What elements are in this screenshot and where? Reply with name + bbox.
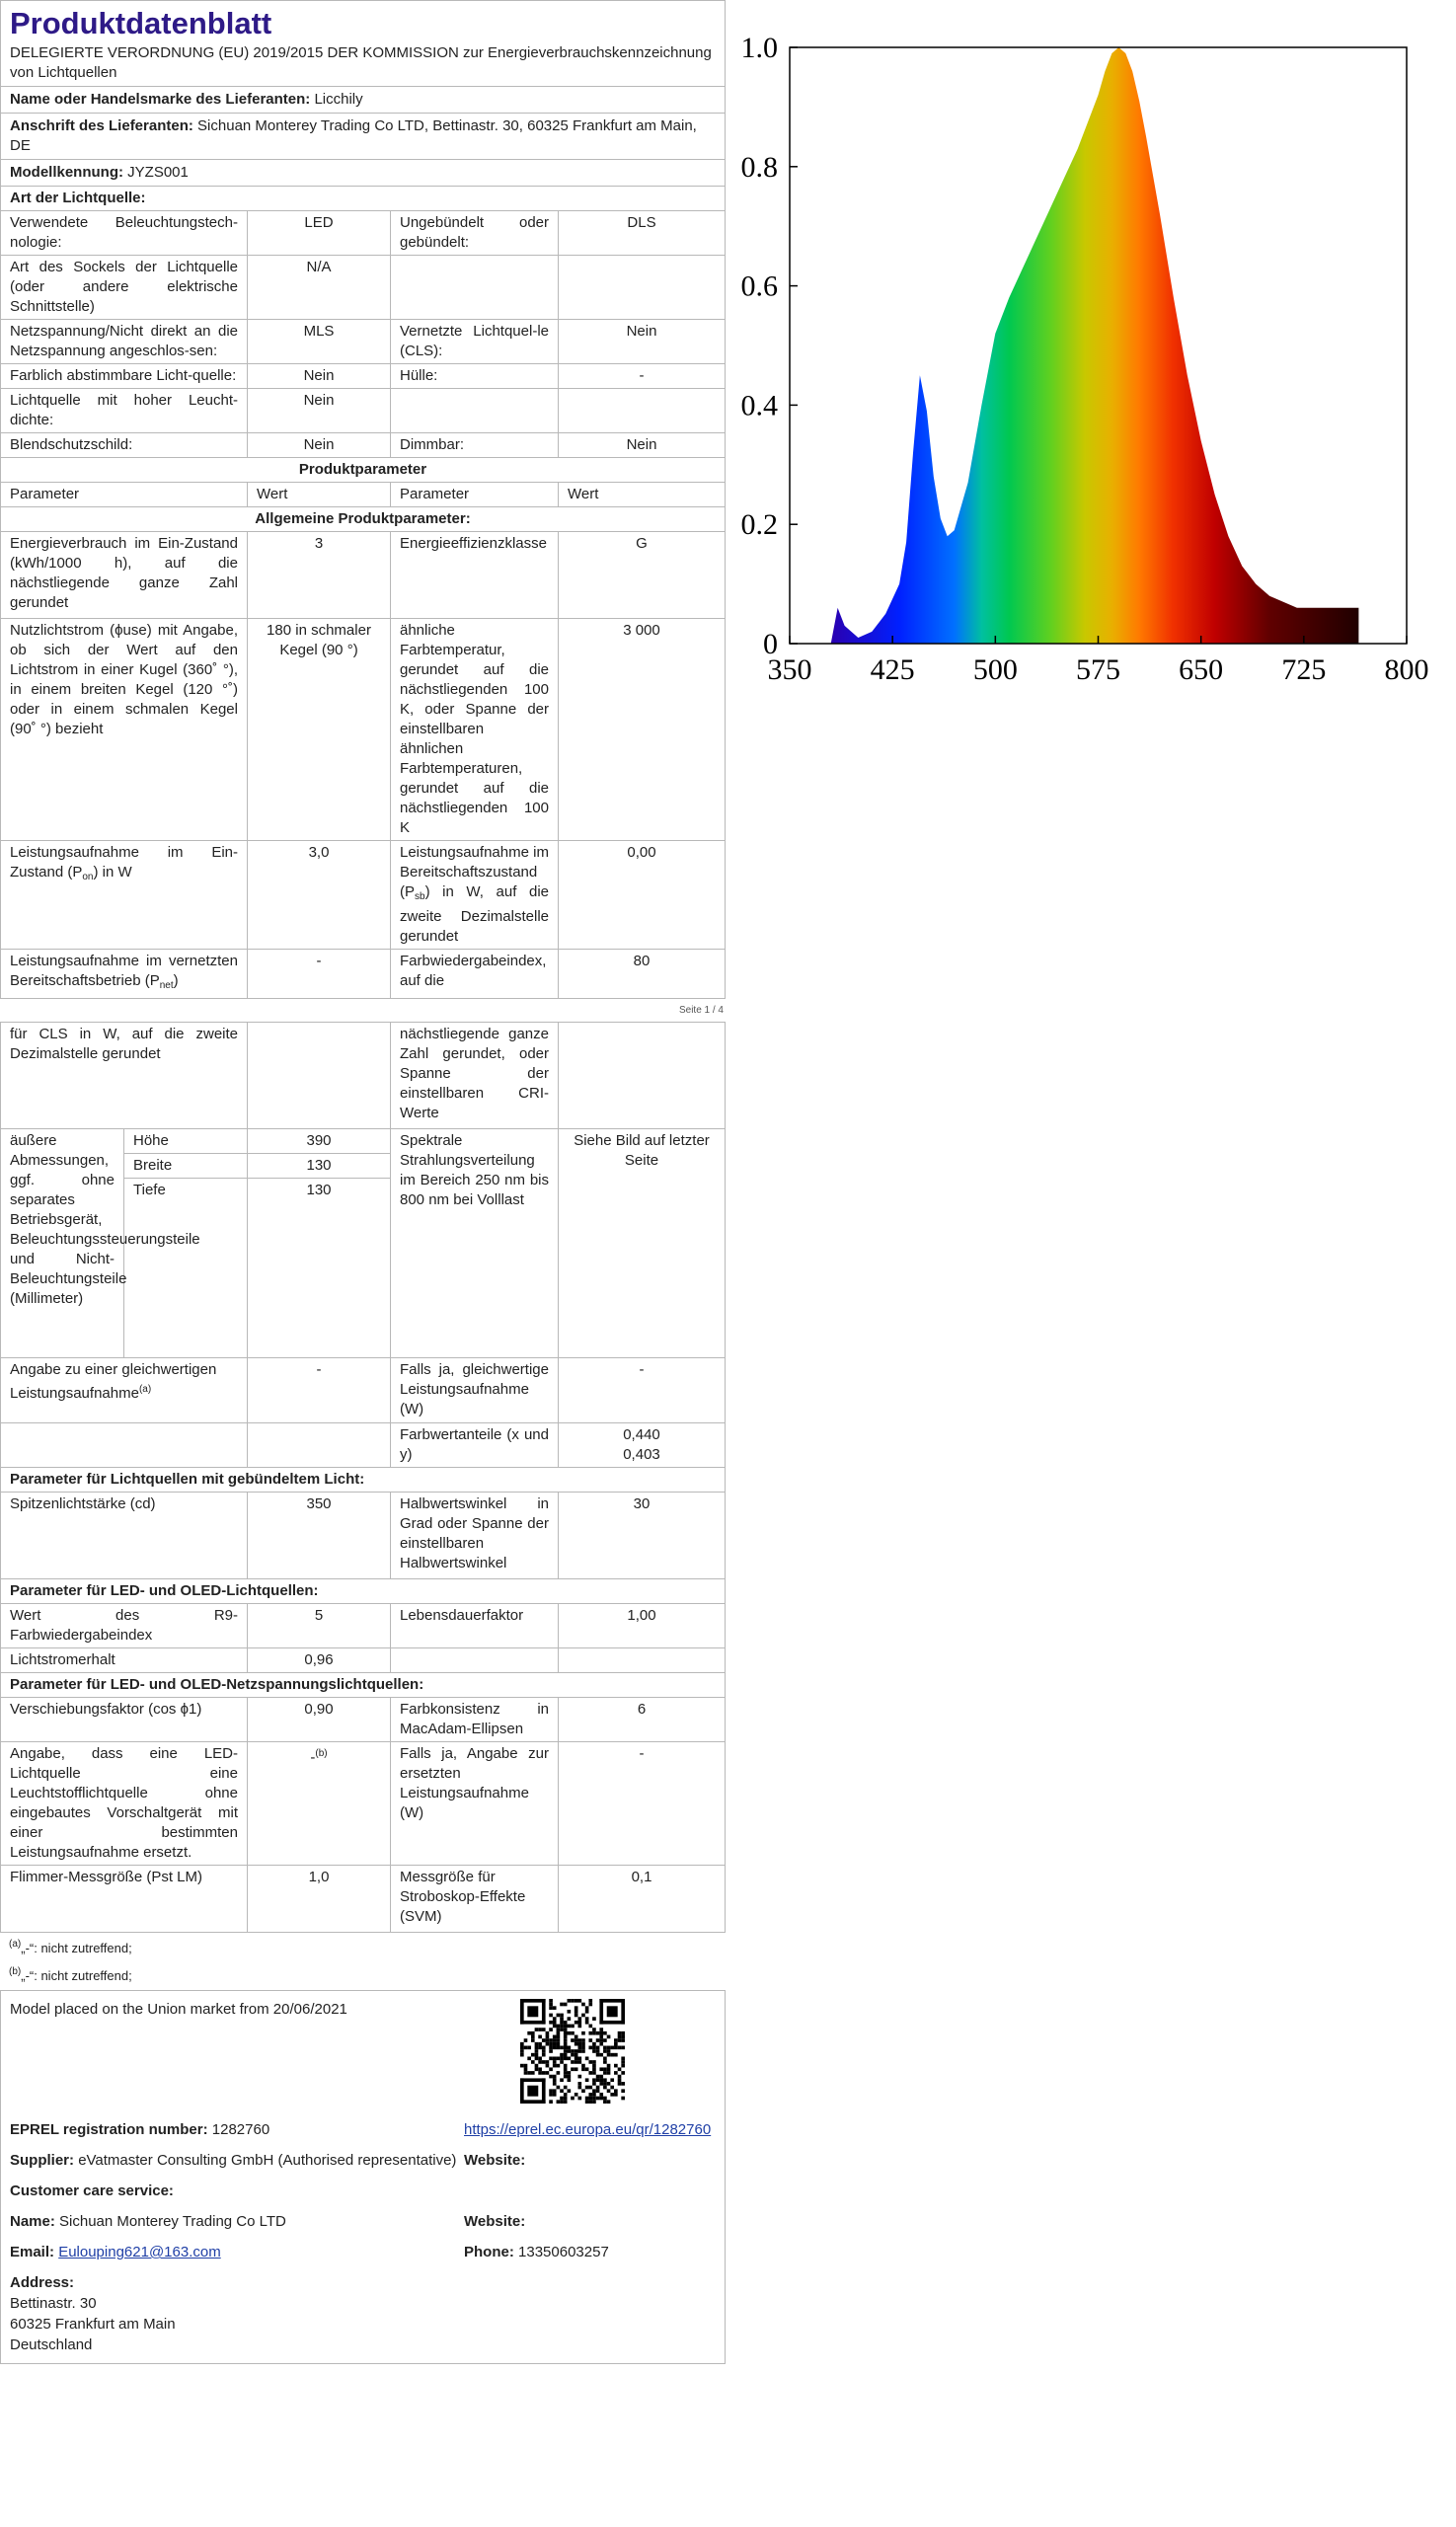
flux-value: 180 in schmaler Kegel (90 °) xyxy=(248,619,391,841)
beam-label: Halbwertswinkel in Grad oder Spanne der einstellbaren Halbwertswinkel xyxy=(391,1493,559,1579)
model-row xyxy=(0,159,726,187)
col-header: Parameter xyxy=(1,483,248,507)
psb-label xyxy=(391,841,559,950)
dim-name: Breite xyxy=(124,1154,248,1179)
lt-cell xyxy=(391,389,559,433)
empty-cell xyxy=(248,1023,391,1129)
lt-cell: Verwendete Beleuchtungstech-nologie: xyxy=(1,211,248,256)
qr-wrap xyxy=(429,1999,716,2109)
lt-cell xyxy=(559,256,726,320)
eprel-top xyxy=(10,1999,716,2109)
table-row xyxy=(1,950,726,999)
y-tick-label: 1.0 xyxy=(740,32,778,64)
table-row xyxy=(1,1742,726,1866)
general-heading: Allgemeine Produktparameter: xyxy=(1,507,726,532)
table-row xyxy=(1,1604,726,1648)
chroma-y: 0,403 xyxy=(623,1446,660,1463)
y-tick-label: 0.4 xyxy=(740,389,778,422)
page-number: Seite 1 / 4 xyxy=(678,1005,724,1016)
lt-cell: Art des Sockels der Lichtquelle (oder andere elektrische Schnittstelle) xyxy=(1,256,248,320)
light-type-table xyxy=(0,210,726,458)
lt-cell: Ungebündelt oder gebündelt: xyxy=(391,211,559,256)
empty-cell xyxy=(559,1023,726,1129)
supplier-name-label: Name oder Handelsmarke des Lieferanten: xyxy=(10,91,311,108)
x-tick-label: 500 xyxy=(972,653,1018,686)
eprel-supplier-label: Supplier: xyxy=(10,2152,75,2169)
directional-table xyxy=(0,1492,726,1579)
reg-value: 1282760 xyxy=(211,2121,270,2138)
led-mains-heading: Parameter für LED- und OLED-Netzspannungslichtquellen: xyxy=(0,1672,726,1698)
email-label: Email: xyxy=(10,2244,55,2260)
supplier-name-value: Licchily xyxy=(314,91,363,108)
cct-value: 3 000 xyxy=(559,619,726,841)
equiv-sup: (a) xyxy=(138,1384,152,1395)
supplier-name-row xyxy=(0,86,726,114)
table-header-row xyxy=(1,483,726,507)
cct-label: ähnliche Farbtemperatur, gerundet auf die nächstliegenden 100 K, oder Spanne der einstellbaren ähnlichen Farbtemperaturen, gerundet auf die nächstliegenden 100 K xyxy=(391,619,559,841)
x-tick-label: 800 xyxy=(1384,653,1429,686)
flicker-value: 1,0 xyxy=(248,1866,391,1933)
pnet-label-cont: für CLS in W, auf die zweite Dezimalstelle gerundet xyxy=(1,1023,248,1129)
table-row xyxy=(1,841,726,950)
replace2-value: - xyxy=(559,1742,726,1866)
svm-value: 0,1 xyxy=(559,1866,726,1933)
led-mains-table xyxy=(0,1697,726,1933)
supplier-address-row xyxy=(0,113,726,160)
equiv-value: - xyxy=(248,1358,391,1423)
placed-text: Model placed on the Union market from 20/06/2021 xyxy=(10,2001,347,2018)
supplier-address-value: Sichuan Monterey Trading Co LTD, Bettinastr. 30, 60325 Frankfurt am Main, DE xyxy=(10,117,697,154)
eprel-link[interactable]: https://eprel.ec.europa.eu/qr/1282760 xyxy=(464,2121,712,2138)
spectrum-chart xyxy=(740,20,1441,701)
energy-value: 3 xyxy=(248,532,391,619)
supplier-address-label: Anschrift des Lieferanten: xyxy=(10,117,193,134)
table-row xyxy=(1,433,726,458)
maint-label: Lichtstromerhalt xyxy=(1,1648,248,1673)
empty-cell xyxy=(1,1423,248,1468)
email-link[interactable]: Eulouping621@163.com xyxy=(58,2244,221,2260)
y-tick-label: 0.8 xyxy=(740,150,778,184)
replace-value-text: - xyxy=(310,1749,316,1766)
table-row xyxy=(1,256,726,320)
psb-value: 0,00 xyxy=(559,841,726,950)
product-params-heading: Produktparameter xyxy=(0,457,726,483)
model-label: Modellkennung: xyxy=(10,164,123,181)
table-row xyxy=(1,1698,726,1742)
spd-label: Spektrale Strahlungsverteilung im Bereich 250 nm bis 800 nm bei Volllast xyxy=(391,1129,559,1358)
datasheet xyxy=(0,0,726,2364)
lt-cell: LED xyxy=(248,211,391,256)
lt-cell: Nein xyxy=(248,433,391,458)
table-row xyxy=(1,507,726,532)
psb-label-sub: sb xyxy=(415,891,425,902)
table-row xyxy=(1,211,726,256)
pnet-label xyxy=(1,950,248,999)
lt-cell: MLS xyxy=(248,320,391,364)
product-params-table-cont xyxy=(0,1022,726,1468)
empty-cell xyxy=(559,1648,726,1673)
cri-value: 80 xyxy=(559,950,726,999)
disp-value: 0,90 xyxy=(248,1698,391,1742)
lt-cell: Nein xyxy=(559,320,726,364)
care-email-row xyxy=(10,2242,716,2262)
pon-label-sub: on xyxy=(82,872,94,882)
address-label: Address: xyxy=(10,2274,75,2291)
y-tick-label: 0.2 xyxy=(740,508,778,542)
lt-cell: - xyxy=(559,364,726,389)
flux-label: Nutzlichtstrom (ϕuse) mit Angabe, ob sich der Wert auf den Lichtstrom in einer Kugel (360˚ °), in einem breiten Kegel (120 °˚) oder in einem schmalen Kegel (90˚ °) bezieht xyxy=(1,619,248,841)
reg-label: EPREL registration number: xyxy=(10,2121,208,2138)
light-type-heading: Art der Lichtquelle: xyxy=(0,186,726,211)
beam-value: 30 xyxy=(559,1493,726,1579)
dims-label: äußere Abmessungen, ggf. ohne separates Betriebsgerät, Beleuchtungssteuerungsteile und Nicht-Beleuchtungsteile (Millimeter) xyxy=(1,1129,124,1358)
col-header: Wert xyxy=(248,483,391,507)
pnet-label-a: Leistungsaufnahme im vernetzten Bereitschaftsbetrieb (P xyxy=(10,953,238,989)
col-header: Parameter xyxy=(391,483,559,507)
lt-cell: Nein xyxy=(248,389,391,433)
cri-label: Farbwiedergabeindex, auf die xyxy=(391,950,559,999)
care-name-value: Sichuan Monterey Trading Co LTD xyxy=(59,2213,286,2230)
lt-cell: Vernetzte Lichtquel-le (CLS): xyxy=(391,320,559,364)
replace2-label: Falls ja, Angabe zur ersetzten Leistungsaufnahme (W) xyxy=(391,1742,559,1866)
psb-label-b: ) in W, auf die zweite Dezimalstelle gerundet xyxy=(400,883,549,945)
svm-label: Messgröße für Stroboskop-Effekte (SVM) xyxy=(391,1866,559,1933)
footnote-a xyxy=(0,1933,726,1960)
care-name-label: Name: xyxy=(10,2213,55,2230)
r9-label: Wert des R9-Farbwiedergabeindex xyxy=(1,1604,248,1648)
lt-cell: Netzspannung/Nicht direkt an die Netzspannung angeschlos-sen: xyxy=(1,320,248,364)
pnet-label-sub: net xyxy=(159,980,174,991)
r9-value: 5 xyxy=(248,1604,391,1648)
lt-cell xyxy=(391,256,559,320)
y-tick-label: 0.6 xyxy=(740,269,778,303)
empty-cell xyxy=(248,1423,391,1468)
pon-label-b: ) in W xyxy=(93,864,132,881)
website2-label: Website: xyxy=(464,2213,526,2230)
x-tick-label: 725 xyxy=(1281,653,1327,686)
peak-label: Spitzenlichtstärke (cd) xyxy=(1,1493,248,1579)
lt-cell: Nein xyxy=(248,364,391,389)
dim-value: 130 xyxy=(248,1154,391,1179)
table-row xyxy=(1,1423,726,1468)
page-title: Produktdatenblatt xyxy=(10,6,272,40)
table-row xyxy=(1,1493,726,1579)
dim-value: 390 xyxy=(248,1129,391,1154)
life-label: Lebensdauerfaktor xyxy=(391,1604,559,1648)
life-value: 1,00 xyxy=(559,1604,726,1648)
equiv2-value: - xyxy=(559,1358,726,1423)
dim-name: Höhe xyxy=(124,1129,248,1154)
qr-code-icon[interactable] xyxy=(520,1999,625,2104)
address-line: 60325 Frankfurt am Main xyxy=(10,2316,176,2333)
x-tick-label: 650 xyxy=(1179,653,1224,686)
care-name-row xyxy=(10,2211,716,2232)
replace-sup: (b) xyxy=(315,1748,328,1759)
pon-value: 3,0 xyxy=(248,841,391,950)
color-label: Farbkonsistenz in MacAdam-Ellipsen xyxy=(391,1698,559,1742)
eprel-supplier-value: eVatmaster Consulting GmbH (Authorised representative) xyxy=(78,2152,457,2169)
lt-cell: Nein xyxy=(559,433,726,458)
table-row xyxy=(1,1023,726,1129)
efficiency-value: G xyxy=(559,532,726,619)
lt-cell xyxy=(559,389,726,433)
spd-value: Siehe Bild auf letzter Seite xyxy=(559,1129,726,1358)
equiv-label xyxy=(1,1358,248,1423)
table-row xyxy=(1,1358,726,1423)
psb-label-a: Leistungsaufnahme im Bereitschaftszustand (P xyxy=(400,844,549,900)
maint-value: 0,96 xyxy=(248,1648,391,1673)
supplier-row xyxy=(10,2150,716,2171)
header-box xyxy=(0,0,726,87)
table-row xyxy=(1,1129,726,1154)
footnote-a-mark: (a) xyxy=(9,1939,22,1950)
table-row xyxy=(1,532,726,619)
led-table xyxy=(0,1603,726,1673)
x-tick-label: 425 xyxy=(870,653,915,686)
led-heading: Parameter für LED- und OLED-Lichtquellen: xyxy=(0,1578,726,1604)
lt-cell: Dimmbar: xyxy=(391,433,559,458)
phone-value: 13350603257 xyxy=(518,2244,609,2260)
address-line: Bettinastr. 30 xyxy=(10,2295,97,2312)
col-header: Wert xyxy=(559,483,726,507)
lt-cell: Hülle: xyxy=(391,364,559,389)
x-tick-label: 350 xyxy=(767,653,812,686)
table-row xyxy=(1,619,726,841)
pon-label-a: Leistungsaufnahme im Ein-Zustand (P xyxy=(10,844,238,881)
directional-heading: Parameter für Lichtquellen mit gebündeltem Licht: xyxy=(0,1467,726,1493)
table-row xyxy=(1,389,726,433)
disp-label: Verschiebungsfaktor (cos ϕ1) xyxy=(1,1698,248,1742)
lt-cell: Lichtquelle mit hoher Leucht-dichte: xyxy=(1,389,248,433)
product-params-table xyxy=(0,482,726,999)
energy-label: Energieverbrauch im Ein-Zustand (kWh/1000 h), auf die nächstliegende ganze Zahl gerundet xyxy=(1,532,248,619)
efficiency-label: Energieeffizienzklasse xyxy=(391,532,559,619)
replace-label: Angabe, dass eine LED-Lichtquelle eine Leuchtstofflichtquelle ohne eingebautes Vorschaltgerät mit einer bestimmten Leistungsaufnahme ersetzt. xyxy=(1,1742,248,1866)
regulation-text: DELEGIERTE VERORDNUNG (EU) 2019/2015 DER KOMMISSION zur Energieverbrauchskennzeichnung von Lichtquellen xyxy=(10,44,712,81)
footnote-a-text: „-“: nicht zutreffend; xyxy=(21,1941,132,1955)
eprel-reg-row xyxy=(10,2119,716,2140)
pon-label xyxy=(1,841,248,950)
footnote-b-text: „-“: nicht zutreffend; xyxy=(21,1968,132,1983)
care-label: Customer care service: xyxy=(10,2182,174,2199)
lt-cell: DLS xyxy=(559,211,726,256)
replace-value xyxy=(248,1742,391,1866)
color-value: 6 xyxy=(559,1698,726,1742)
table-row xyxy=(1,364,726,389)
model-value: JYZS001 xyxy=(127,164,189,181)
address-line: Deutschland xyxy=(10,2336,93,2353)
table-row xyxy=(1,320,726,364)
chroma-x: 0,440 xyxy=(623,1426,660,1443)
flicker-label: Flimmer-Messgröße (Pst LM) xyxy=(1,1866,248,1933)
lt-cell: Blendschutzschild: xyxy=(1,433,248,458)
phone-label: Phone: xyxy=(464,2244,514,2260)
dim-name: Tiefe xyxy=(124,1179,248,1358)
chroma-value xyxy=(559,1423,726,1468)
chart-layer xyxy=(741,32,1429,686)
spectrum-area xyxy=(831,47,1359,644)
footnote-b-mark: (b) xyxy=(9,1966,22,1977)
footnote-b xyxy=(0,1960,726,1988)
eprel-box xyxy=(0,1990,726,2364)
website-label: Website: xyxy=(464,2152,526,2169)
table-row xyxy=(1,1866,726,1933)
peak-value: 350 xyxy=(248,1493,391,1579)
x-tick-label: 575 xyxy=(1076,653,1120,686)
lt-cell: N/A xyxy=(248,256,391,320)
pnet-label-b: ) xyxy=(173,972,179,989)
pnet-value: - xyxy=(248,950,391,999)
lt-cell: Farblich abstimmbare Licht-quelle: xyxy=(1,364,248,389)
chroma-label: Farbwertanteile (x und y) xyxy=(391,1423,559,1468)
table-row xyxy=(1,1648,726,1673)
cri-label-cont: nächstliegende ganze Zahl gerundet, oder Spanne der einstellbaren CRI-Werte xyxy=(391,1023,559,1129)
equiv-label-text: Angabe zu einer gleichwertigen Leistungsaufnahme xyxy=(10,1361,217,1402)
empty-cell xyxy=(391,1648,559,1673)
equiv2-label: Falls ja, gleichwertige Leistungsaufnahme (W) xyxy=(391,1358,559,1423)
y-tick-label: 0 xyxy=(763,628,778,660)
dim-value: 130 xyxy=(248,1179,391,1358)
